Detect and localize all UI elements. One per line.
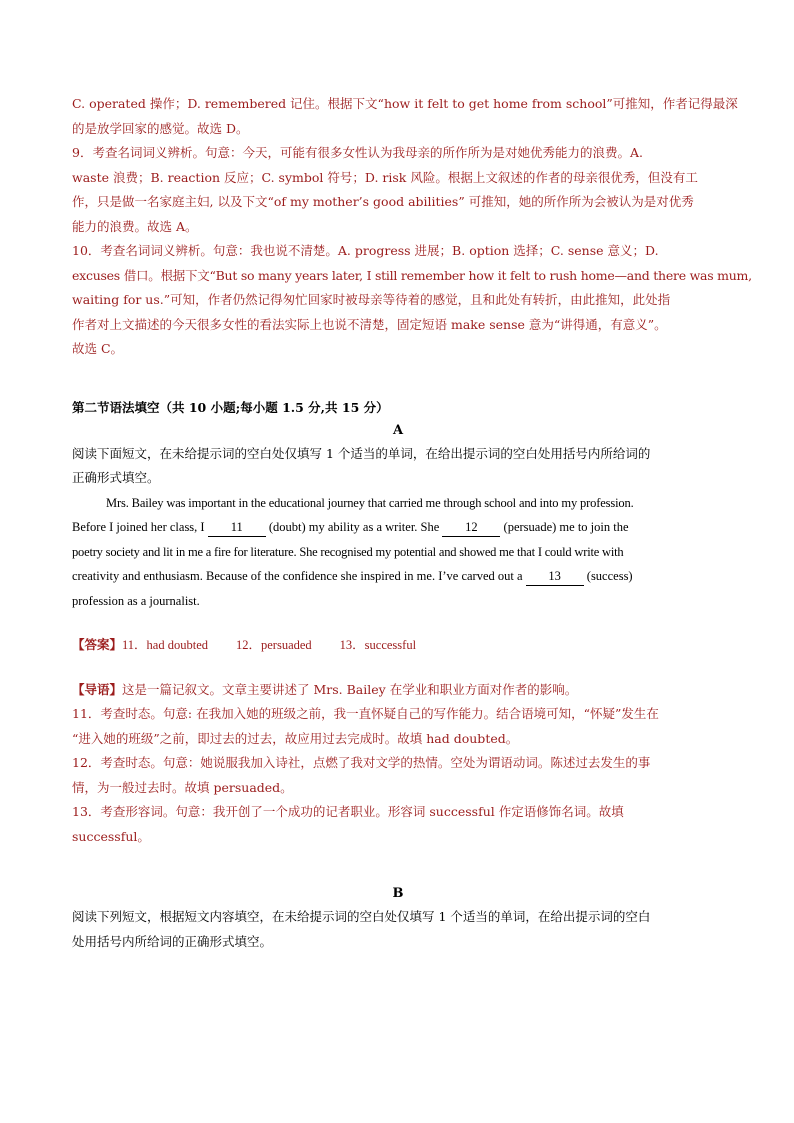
part-a-heading: A [392, 422, 404, 438]
section-title: 第二节语法填空（共 10 小题;每小题 1.5 分,共 15 分） [72, 399, 389, 415]
passage-a: Mrs. Bailey was important in the educational journey that carried me through school and into my profession. Before I joined her class, I 11 (doubt) my ability as a writer. She 12 (persuade) me to join the poetry society and lit in me a fire for literature. She recognised my potential and showed me that I could write with creativity and enthusiasm. Because of the confidence she inspired in me. I’ve carved out a 13 (success) profession as a journalist. [72, 495, 634, 608]
question-11-explanation: 11．考查时态。句意: 在我加入她的班级之前，我一直怀疑自己的写作能力。结合语境可知，“怀疑”发生在 “进入她的班级”之前，即过去的过去，故应用过去完成时。故填 had doubted。 [72, 706, 659, 746]
blank-11: 11 [208, 518, 266, 537]
instruction-line: 处用括号内所给词的正确形式填空。 [72, 933, 273, 949]
question-9-explanation: 9．考查名词词义辨析。句意：今天，可能有很多女性认为我母亲的所作所为是对她优秀能力的浪费。A. waste 浪费；B. reaction 反应；C. symbol 符号；D. risk 风险。根据上文叙述的作者的母亲很优秀，但没有工 作，只是做一名家庭主妇, 以及下文“of my mother’s good abilities” 可推知，她的所作所为会被认为是对优秀 能力的浪费。故选 A。 [72, 145, 698, 234]
question-10-explanation: 10．考查名词词义辨析。句意：我也说不清楚。A. progress 进展；B. option 选择；C. sense 意义；D. excuses 借口。根据下文“But so many years later, I still remember how it felt to rush home—and there was mum, waiting for us.”可知，作者仍然记得匆忙回家时被母亲等待着的感觉，且和此处有转折，由此推知，此处指 作者对上文描述的今天很多女性的看法实际上也说不清楚，固定短语 make sense 意为“讲得通，有意义”。 故选 C。 [72, 243, 752, 356]
guide-line: 【导语】这是一篇记叙文。文章主要讲述了 Mrs. Bailey 在学业和职业方面对作者的影响。 [72, 681, 578, 697]
part-b-heading: B [392, 886, 404, 901]
blank-12: 12 [442, 518, 500, 537]
blank-13: 13 [526, 567, 584, 586]
explanation-line: C. operated 操作；D. remembered 记住。根据下文“how it felt to get home from school”可推知，作者记得最深 [72, 96, 738, 111]
question-12-explanation: 12．考查时态。句意：她说服我加入诗社，点燃了我对文学的热情。空处为谓语动词。陈述过去发生的事 情，为一般过去时。故填 persuaded。 [72, 755, 651, 795]
instruction-line: 阅读下列短文，根据短文内容填空，在未给提示词的空白处仅填写 1 个适当的单词，在给出提示词的空白 [72, 909, 651, 924]
answer-line: 【答案】11．had doubted 12．persuaded 13．successful [72, 638, 417, 652]
instruction-line: 正确形式填空。 [72, 470, 160, 485]
question-13-explanation: 13．考查形容词。句意：我开创了一个成功的记者职业。形容词 successful 作定语修饰名词。故填 successful。 [72, 804, 624, 844]
instruction-line: 阅读下面短文，在未给提示词的空白处仅填写 1 个适当的单词，在给出提示词的空白处用括号内所给词的 [72, 445, 651, 461]
explanation-line: 的是放学回家的感觉。故选 D。 [72, 120, 249, 136]
document-page [72, 92, 752, 954]
